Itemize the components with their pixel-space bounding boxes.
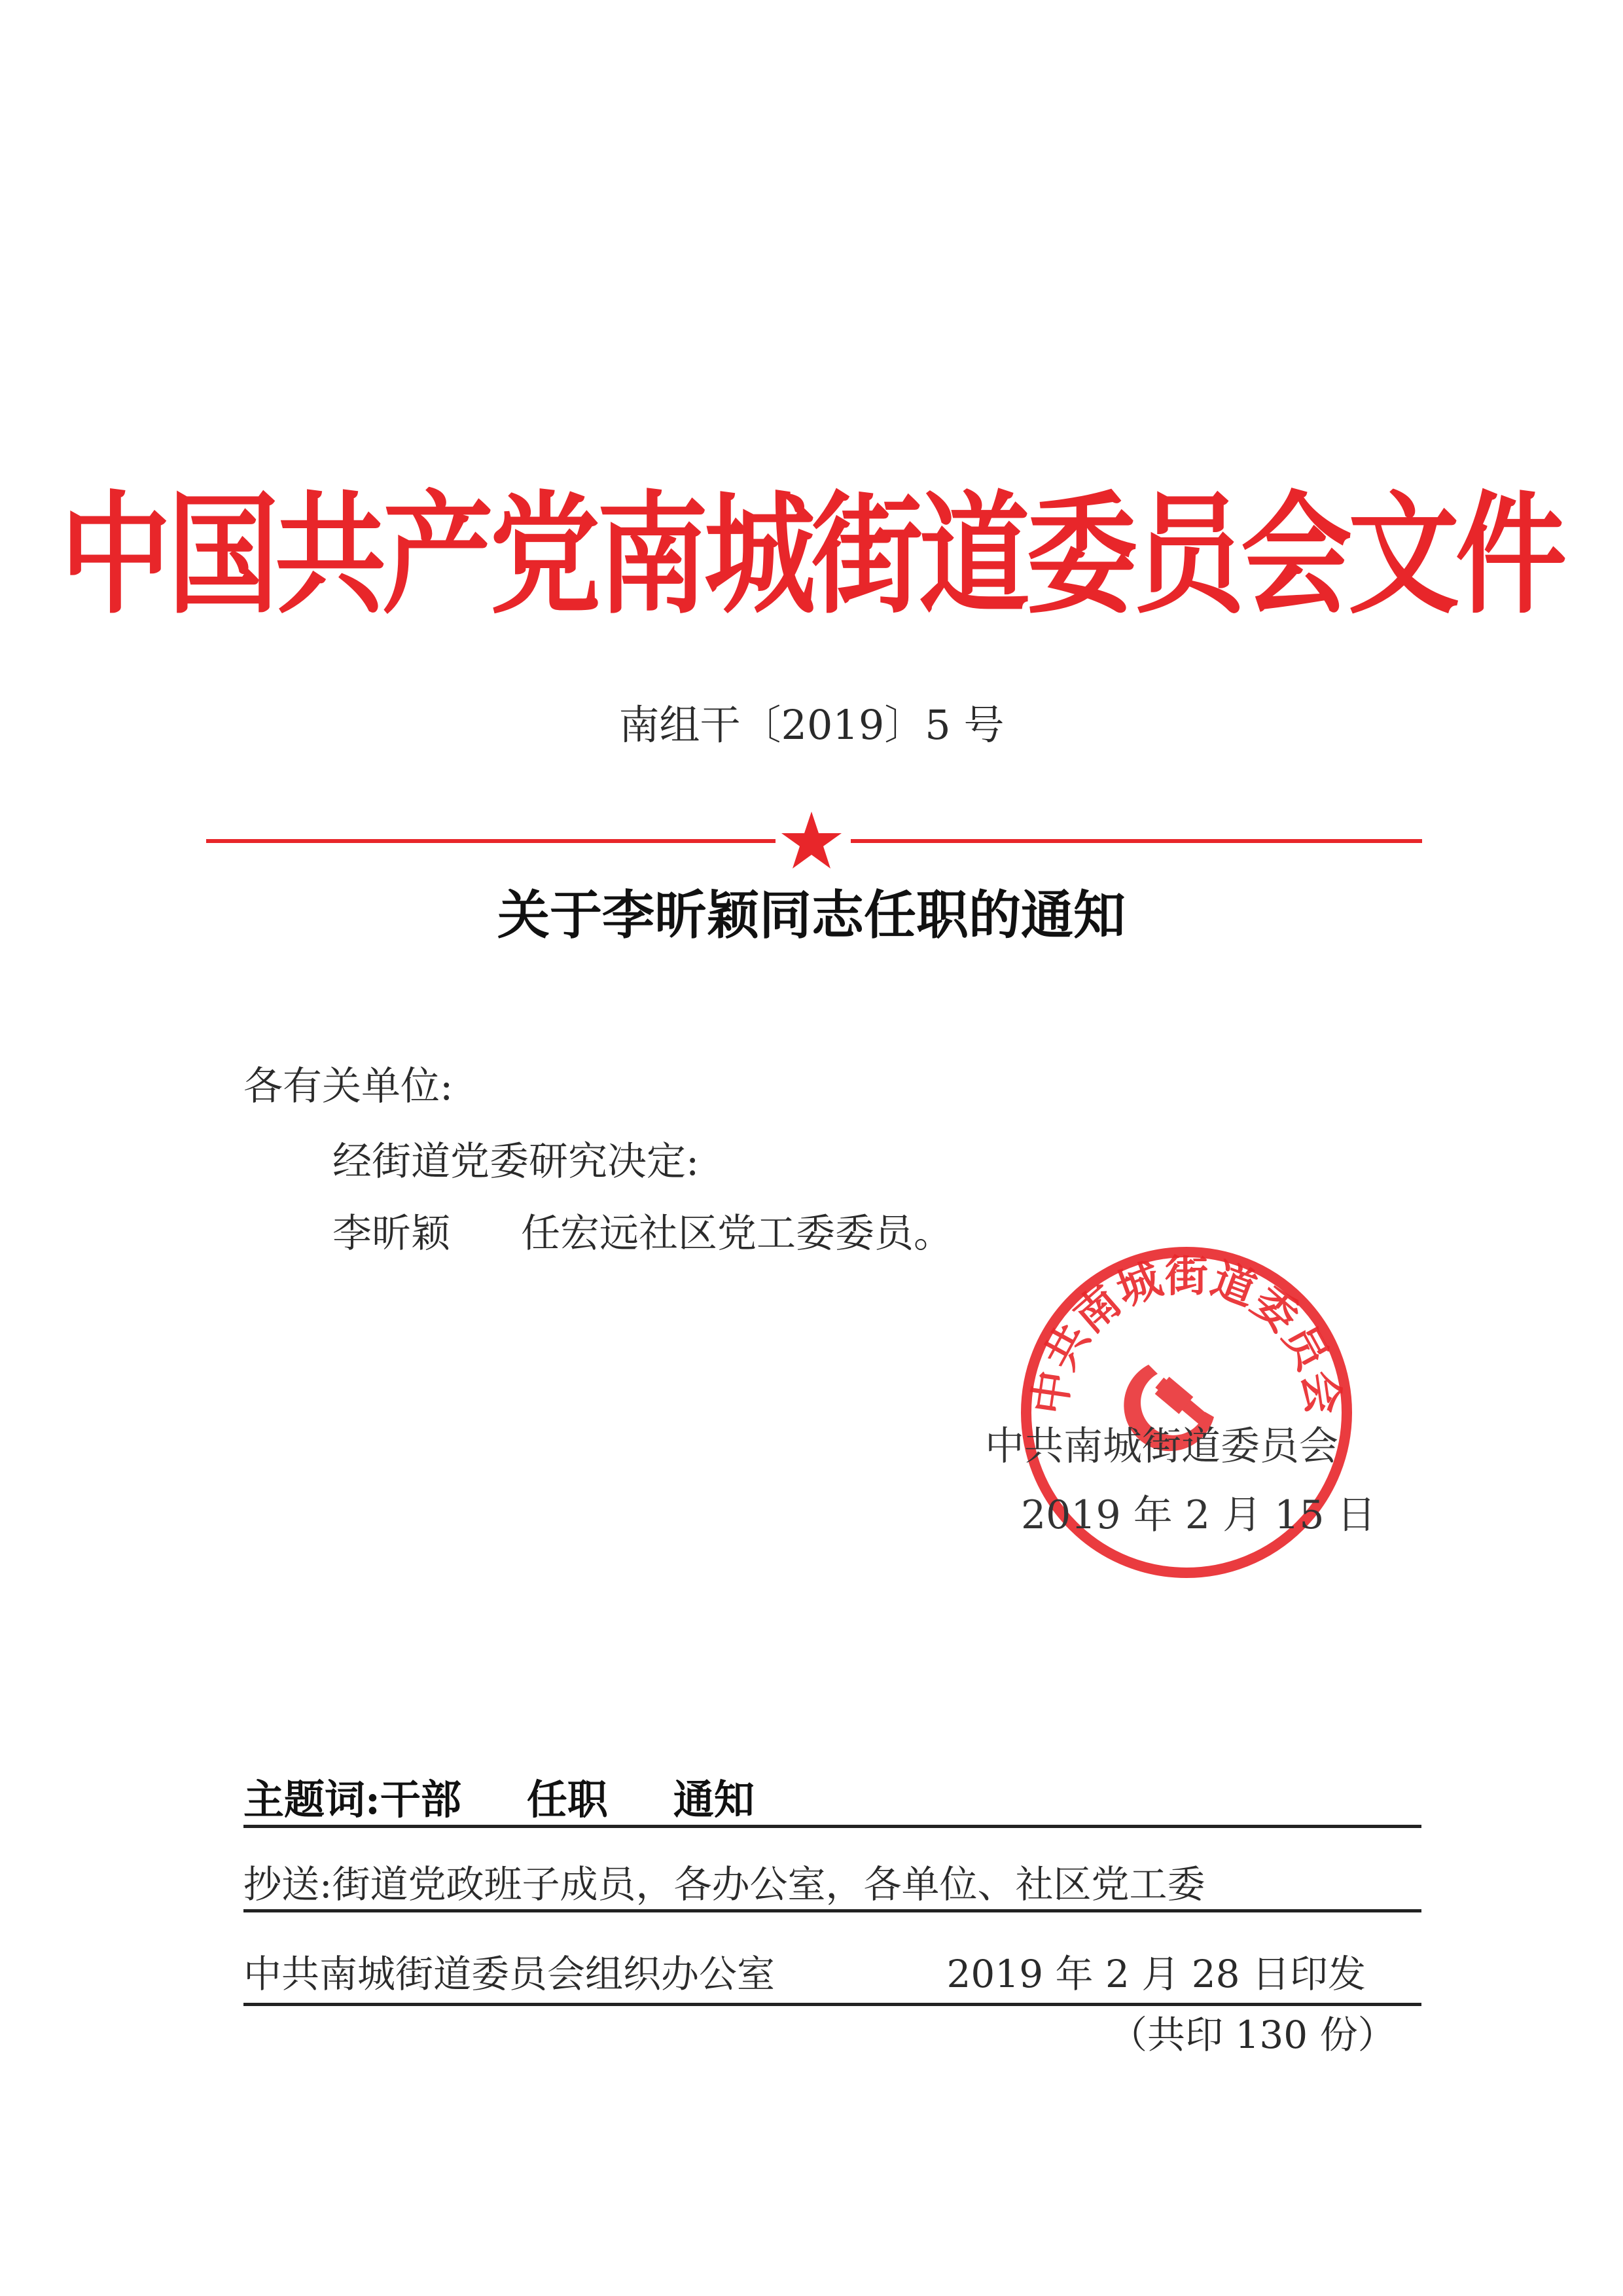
signing-organization: 中共南城街道委员会	[985, 1424, 1338, 1469]
issue-row	[243, 1950, 1421, 1998]
cc-recipients: 抄送:街道党政班子成员，各办公室，各单位、社区党工委	[243, 1862, 1205, 1907]
keywords-label: 主题词:	[243, 1776, 380, 1823]
red-divider-right	[851, 839, 1422, 843]
red-divider-left	[206, 839, 776, 843]
footer-rule-top	[243, 1825, 1421, 1828]
decision-paragraph: 经街道党委研究决定:	[332, 1139, 700, 1185]
signing-date: 2019 年 2 月 15 日	[1021, 1492, 1376, 1538]
keyword-item: 任职	[526, 1776, 608, 1823]
appointee-name: 李昕颖	[332, 1211, 450, 1257]
keyword-item: 通知	[673, 1776, 755, 1823]
footer-rule-bottom	[243, 2003, 1421, 2006]
appointee-position: 任宏远社区党工委委员。	[521, 1211, 953, 1257]
keyword-item: 干部	[380, 1776, 461, 1823]
notice-title: 关于李昕颖同志任职的通知	[497, 884, 1126, 946]
seal-text: 中共南城街道委员会	[1023, 1250, 1350, 1418]
document-number: 南组干〔2019〕5 号	[618, 701, 1005, 749]
issue-date: 2019 年 2 月 28 日印发	[946, 1952, 1366, 1996]
keywords-row	[243, 1774, 755, 1826]
document-header-title: 中国共产党南城街道委员会文件	[60, 478, 1563, 632]
star-icon	[779, 808, 844, 874]
salutation: 各有关单位:	[243, 1064, 454, 1109]
issuing-office: 中共南城街道委员会组织办公室	[243, 1952, 776, 1996]
print-copies: （共印 130 份）	[1109, 2013, 1396, 2057]
footer-rule-middle	[243, 1909, 1421, 1912]
